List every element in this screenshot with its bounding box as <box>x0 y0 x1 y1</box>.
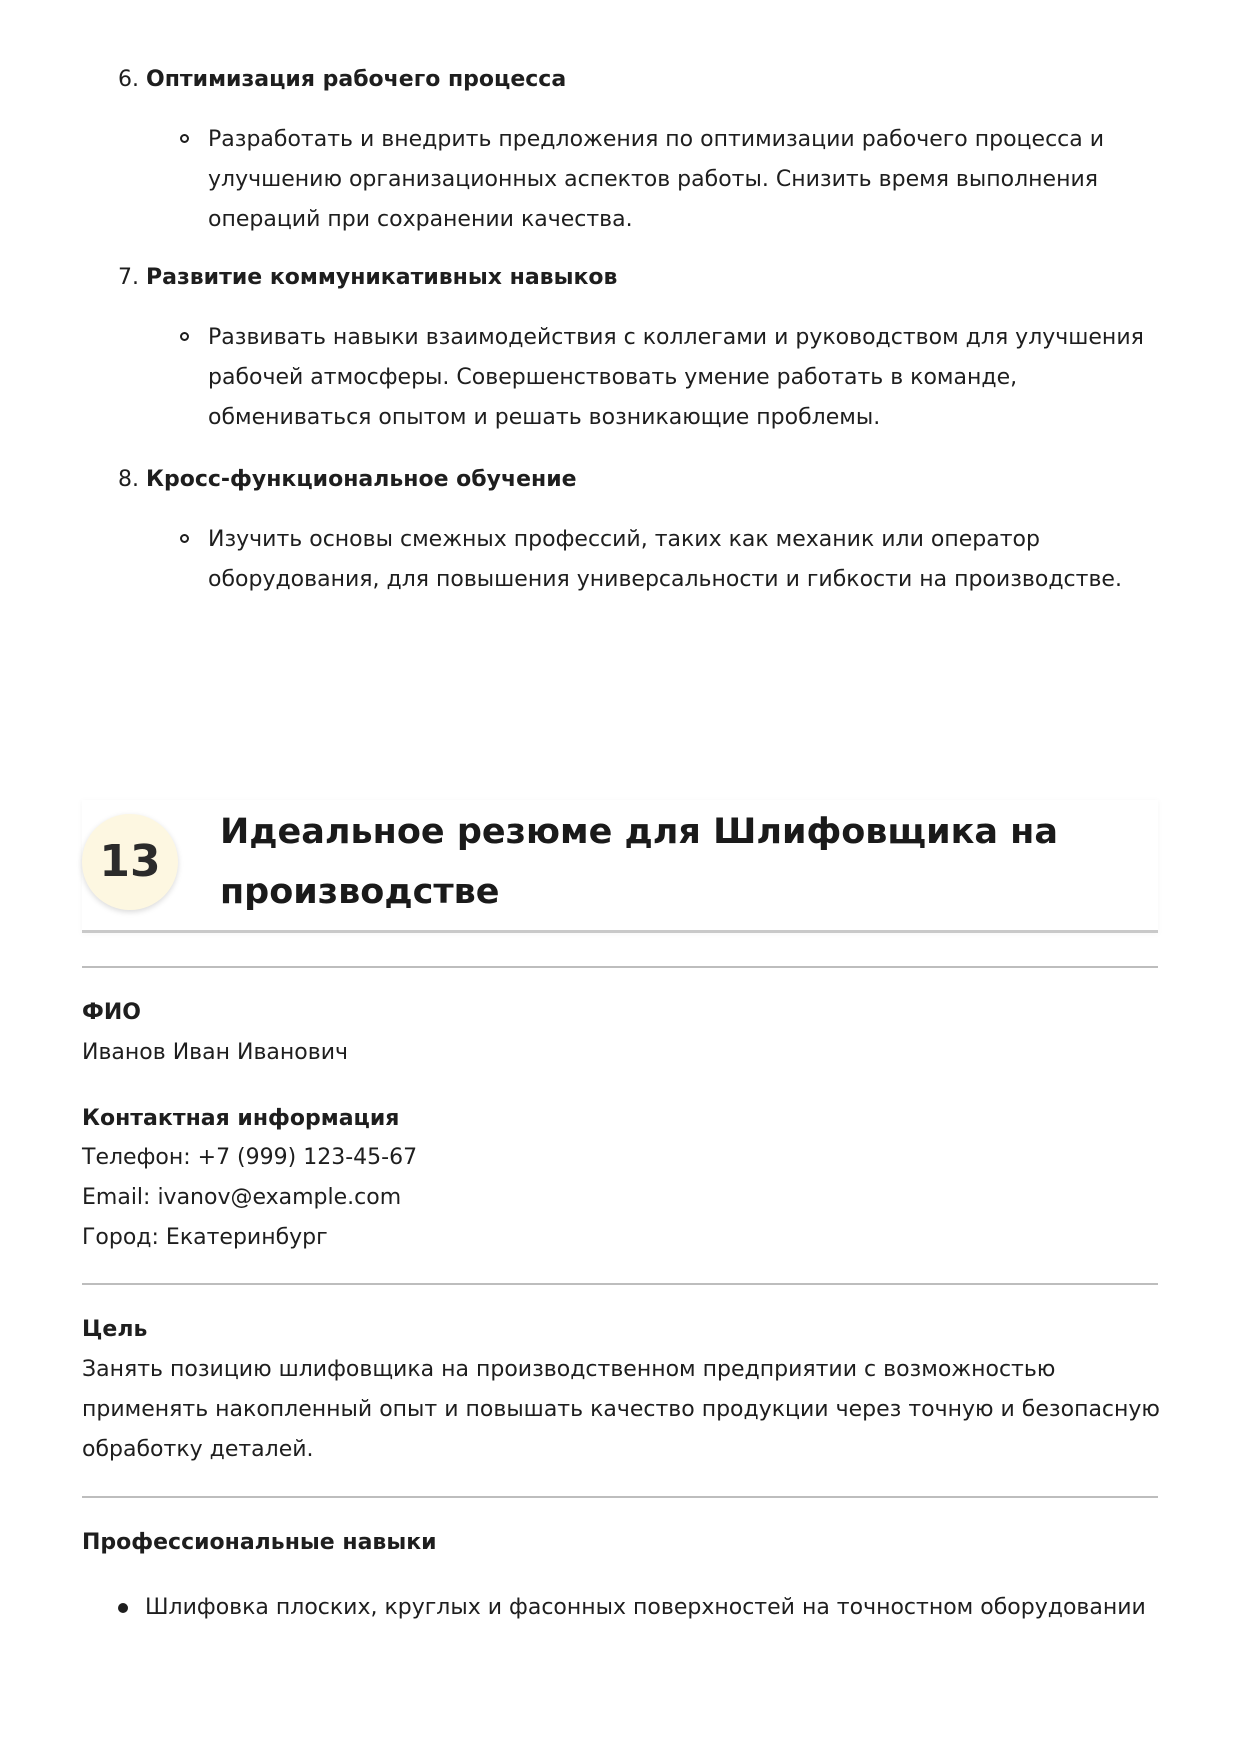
circle-bullet-icon <box>180 534 189 543</box>
skill-item <box>145 1588 1146 1628</box>
circle-bullet-icon <box>180 134 189 143</box>
goal-detail-text: Изучить основы смежных профессий, таких как механик или оператор оборудования, для повышения универсальности и гибкости на производстве. <box>208 527 1122 592</box>
skills-label: Профессиональные навыки <box>82 1530 437 1555</box>
email-value: Email: ivanov@example.com <box>82 1185 402 1210</box>
goal-text: Занять позицию шлифовщика на производственном предприятии с возможностью применять накопленный опыт и повышать качество продукции через точную и безопасную обработку деталей. <box>82 1357 1160 1462</box>
skill-text: Шлифовка плоских, круглых и фасонных поверхностей на точностном оборудовании <box>145 1595 1146 1620</box>
city-value: Город: Екатеринбург <box>82 1225 328 1250</box>
goal-label: Цель <box>82 1317 148 1342</box>
goal-heading <box>118 460 1158 500</box>
goal-details <box>118 120 1158 240</box>
goal-number: 7. <box>118 265 139 290</box>
goal-details <box>118 520 1158 600</box>
phone-value: Телефон: +7 (999) 123-45-67 <box>82 1145 418 1170</box>
goal-item <box>118 60 1158 240</box>
goal-number: 6. <box>118 67 139 92</box>
section-title: Идеальное резюме для Шлифовщика на производстве <box>220 812 1058 912</box>
goal-detail-text: Разработать и внедрить предложения по оптимизации рабочего процесса и улучшению организационных аспектов работы. Снизить время выполнения операций при сохранении качества. <box>208 127 1105 232</box>
goal-detail-text: Развивать навыки взаимодействия с коллегами и руководством для улучшения рабочей атмосферы. Совершенствовать умение работать в команде, обмениваться опытом и решать возникающие проблемы. <box>208 325 1144 430</box>
fio-value: Иванов Иван Иванович <box>82 1040 348 1065</box>
goal-item <box>118 258 1158 438</box>
goal-detail-item <box>208 318 1148 438</box>
contact-label: Контактная информация <box>82 1106 400 1131</box>
bullet-dot-icon <box>118 1603 128 1613</box>
section-number-badge: 13 <box>82 814 178 910</box>
goal-detail-item <box>208 120 1148 240</box>
circle-bullet-icon <box>180 332 189 341</box>
divider <box>82 1283 1158 1285</box>
goal-heading <box>118 258 1158 298</box>
goal-title: Оптимизация рабочего процесса <box>146 67 567 92</box>
goal-item <box>118 460 1158 600</box>
goal-heading <box>118 60 1158 100</box>
divider <box>82 966 1158 968</box>
goal-title: Развитие коммуникативных навыков <box>146 265 618 290</box>
section-header <box>82 800 1158 933</box>
fio-label: ФИО <box>82 1000 141 1025</box>
divider <box>82 1496 1158 1498</box>
development-goals-list <box>118 60 1158 600</box>
goal-number: 8. <box>118 467 139 492</box>
goal-details <box>118 318 1158 438</box>
goal-detail-item <box>208 520 1148 600</box>
goal-title: Кросс-функциональное обучение <box>146 467 577 492</box>
